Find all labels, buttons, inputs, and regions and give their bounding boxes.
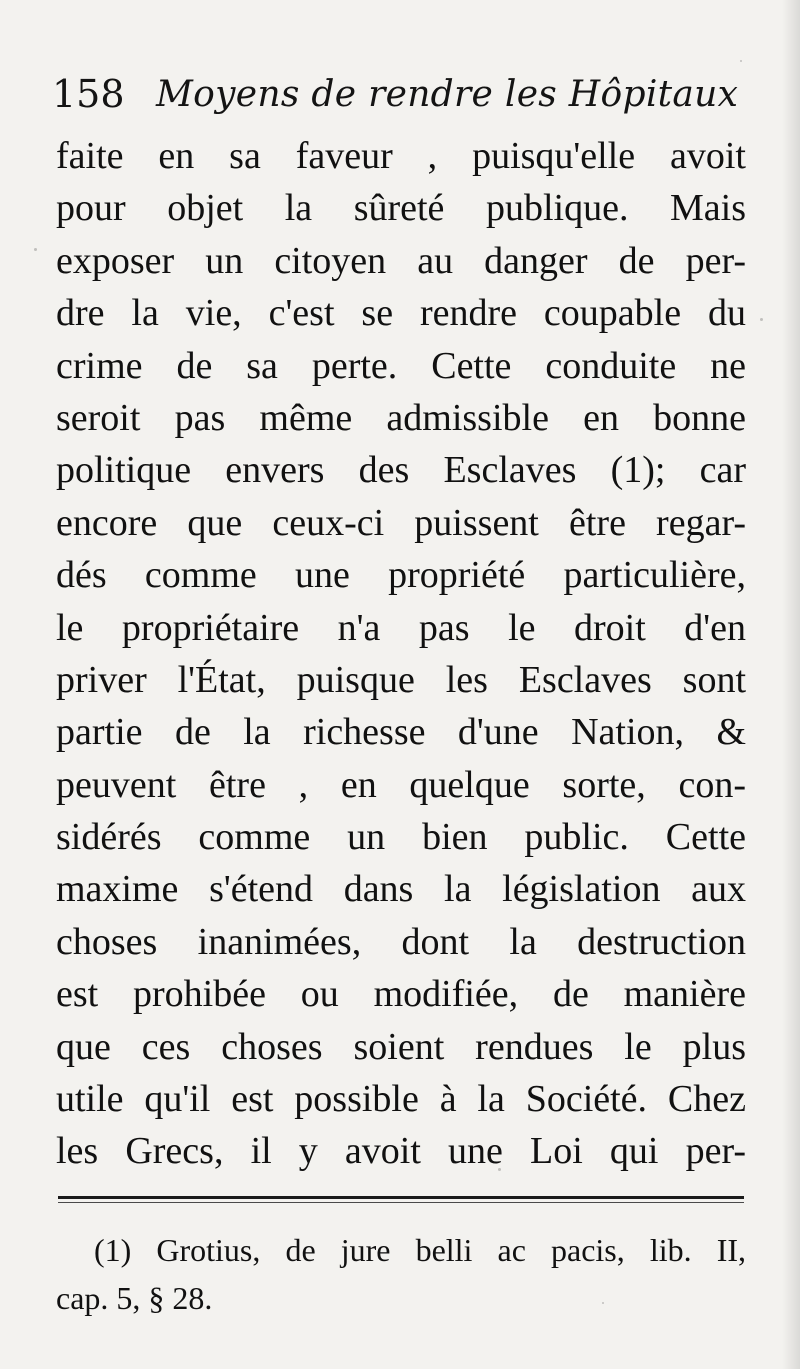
text-line: dés comme une propriété particulière,: [56, 554, 746, 597]
body-text: [56, 130, 746, 1178]
text-line: priver l'État, puisque les Esclaves sont: [56, 658, 746, 701]
page-edge-shadow: [782, 0, 800, 1369]
text-line: politique envers des Esclaves (1); car: [56, 449, 746, 492]
footnote-line: (1) Grotius, de jure belli ac pacis, lib. II,: [94, 1232, 746, 1268]
page-header: [52, 70, 752, 126]
page-number: 158: [52, 72, 125, 116]
footnote-rule-thin: [58, 1202, 744, 1203]
text-line: peuvent être , en quelque sorte, con-: [56, 763, 746, 806]
text-line: choses inanimées, dont la destruction: [56, 920, 746, 963]
text-line: partie de la richesse d'une Nation, &: [56, 711, 746, 754]
text-line: dre la vie, c'est se rendre coupable du: [56, 292, 746, 335]
footnote-line: cap. 5, § 28.: [56, 1280, 213, 1316]
text-line: maxime s'étend dans la législation aux: [56, 868, 746, 911]
text-line: seroit pas même admissible en bonne: [56, 396, 746, 439]
text-line: les Grecs, il y avoit une Loi qui per-: [56, 1130, 746, 1173]
text-line: encore que ceux-ci puissent être regar-: [56, 501, 746, 544]
text-line: utile qu'il est possible à la Société. Chez: [56, 1078, 746, 1121]
text-line: le propriétaire n'a pas le droit d'en: [56, 606, 746, 649]
text-line: sidérés comme un bien public. Cette: [56, 816, 746, 859]
text-line: pour objet la sûreté publique. Mais: [56, 187, 746, 230]
text-line: crime de sa perte. Cette conduite ne: [56, 344, 746, 387]
footnote-rule: [58, 1196, 744, 1199]
text-line: exposer un citoyen au danger de per-: [56, 239, 746, 282]
text-line: que ces choses soient rendues le plus: [56, 1025, 746, 1068]
running-title: Moyens de rendre les Hôpitaux: [156, 74, 739, 115]
text-line: est prohibée ou modifiée, de manière: [56, 973, 746, 1016]
text-line: faite en sa faveur , puisqu'elle avoit: [56, 135, 746, 177]
footnote: [56, 1226, 746, 1322]
